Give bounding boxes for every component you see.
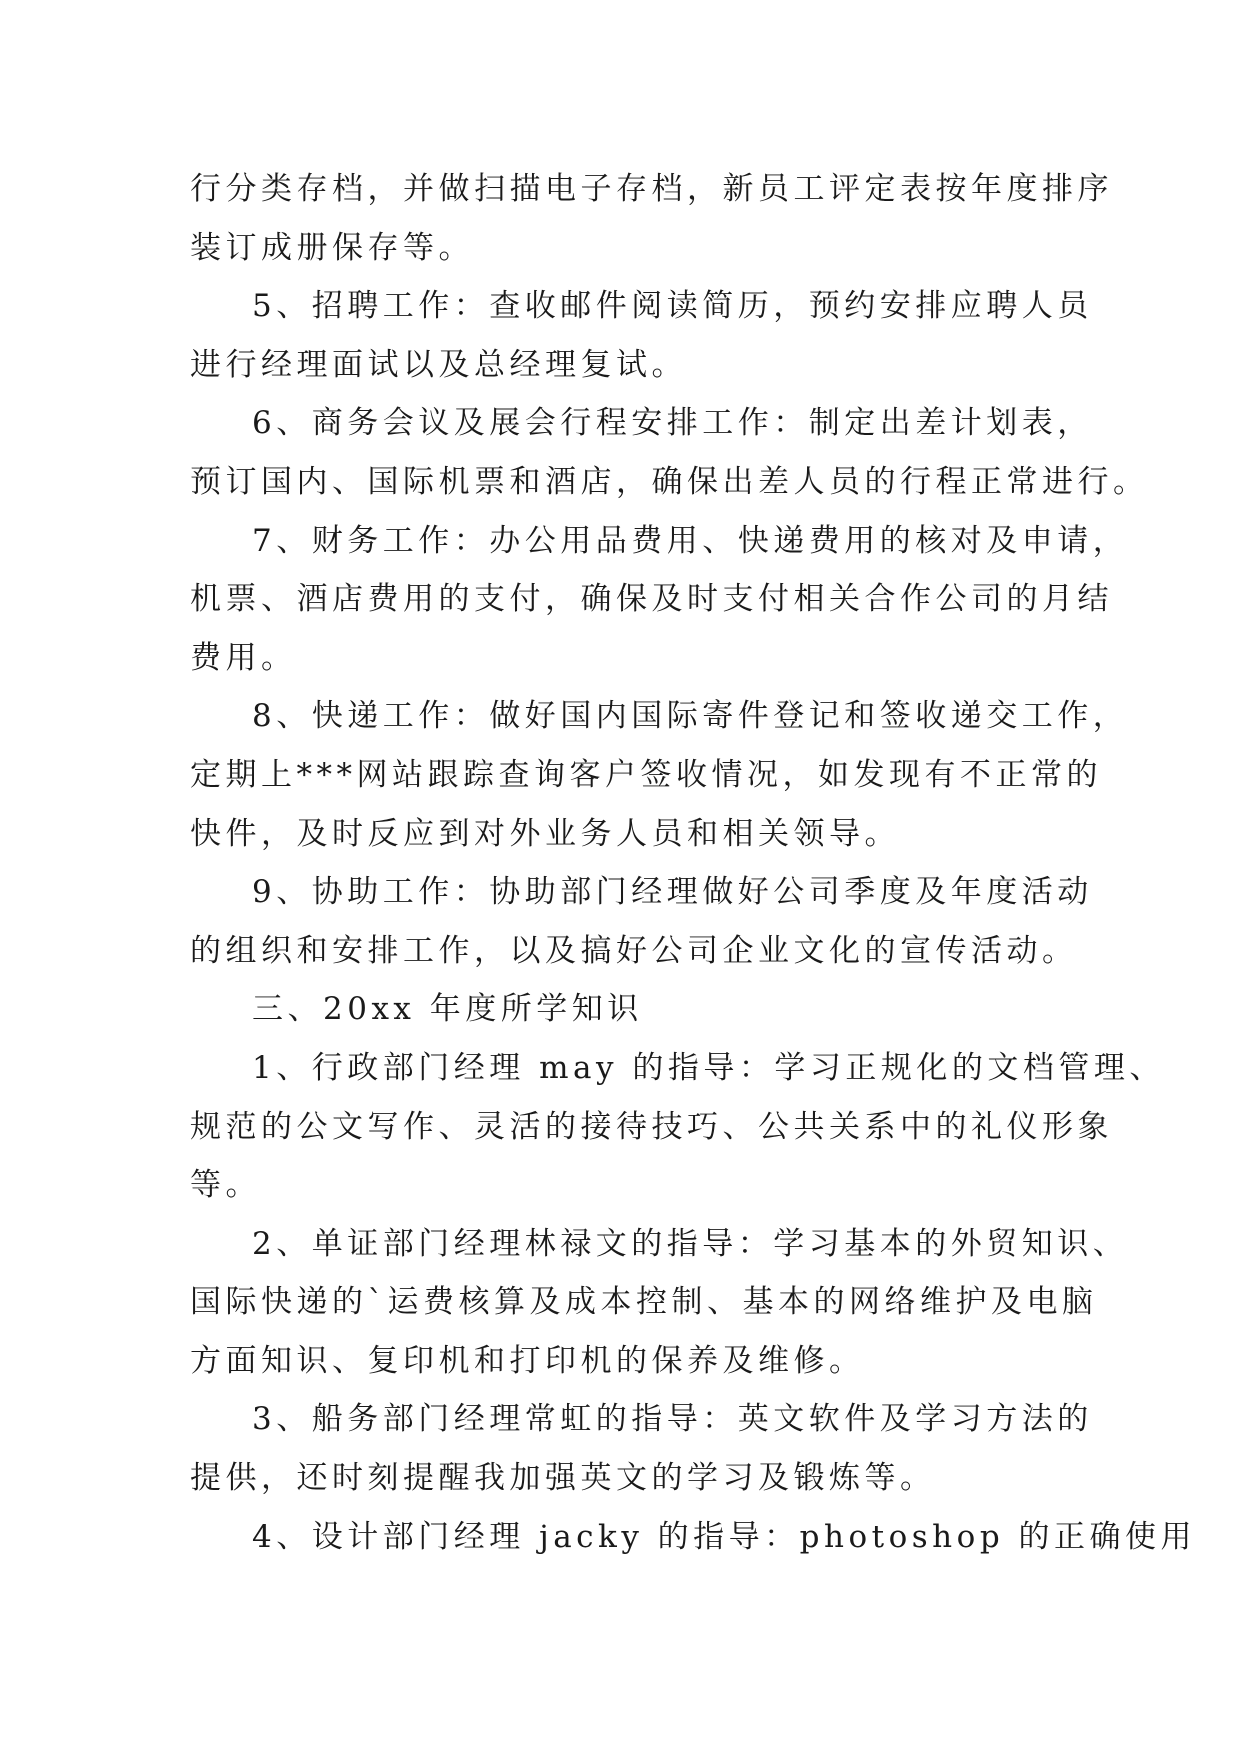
- list-item-8-line: 8、快递工作：做好国内国际寄件登记和签收递交工作，: [252, 698, 1129, 735]
- text-line: 快件，及时反应到对外业务人员和相关领导。: [190, 815, 900, 852]
- section-heading: 三、20xx 年度所学知识: [252, 991, 643, 1028]
- document-body: [190, 160, 1197, 1566]
- text-line: 的组织和安排工作，以及搞好公司企业文化的宣传活动。: [190, 932, 1078, 969]
- list-item-6-line: 6、商务会议及展会行程安排工作：制定出差计划表，: [252, 405, 1093, 442]
- text-line: 国际快递的`运费核算及成本控制、基本的网络维护及电脑: [190, 1284, 1098, 1321]
- text-line: 费用。: [190, 639, 297, 676]
- list-item-9-line: 9、协助工作：协助部门经理做好公司季度及年度活动: [252, 874, 1093, 911]
- list-item-5-line: 5、招聘工作：查收邮件阅读简历，预约安排应聘人员: [252, 288, 1093, 325]
- list-item-4-line: 4、设计部门经理 jacky 的指导：photoshop 的正确使用: [252, 1518, 1197, 1555]
- text-line: 行分类存档，并做扫描电子存档，新员工评定表按年度排序: [190, 171, 1113, 207]
- text-line: 等。: [190, 1167, 261, 1204]
- text-line: 规范的公文写作、灵活的接待技巧、公共关系中的礼仪形象: [190, 1108, 1113, 1145]
- list-item-2-line: 2、单证部门经理林禄文的指导：学习基本的外贸知识、: [252, 1225, 1129, 1262]
- text-line: 预订国内、国际机票和酒店，确保出差人员的行程正常进行。: [190, 463, 1149, 500]
- text-line: 装订成册保存等。: [190, 229, 474, 266]
- list-item-1-line: 1、行政部门经理 may 的指导：学习正规化的文档管理、: [252, 1049, 1165, 1086]
- text-line: 定期上***网站跟踪查询客户签收情况，如发现有不正常的: [190, 756, 1102, 793]
- text-line: 机票、酒店费用的支付，确保及时支付相关合作公司的月结: [190, 581, 1113, 618]
- text-line: 进行经理面试以及总经理复试。: [190, 346, 687, 383]
- text-line: 提供，还时刻提醒我加强英文的学习及锻炼等。: [190, 1460, 936, 1497]
- text-line: 方面知识、复印机和打印机的保养及维修。: [190, 1342, 865, 1379]
- list-item-3-line: 3、船务部门经理常虹的指导：英文软件及学习方法的: [252, 1401, 1093, 1438]
- list-item-7-line: 7、财务工作：办公用品费用、快递费用的核对及申请，: [252, 522, 1129, 559]
